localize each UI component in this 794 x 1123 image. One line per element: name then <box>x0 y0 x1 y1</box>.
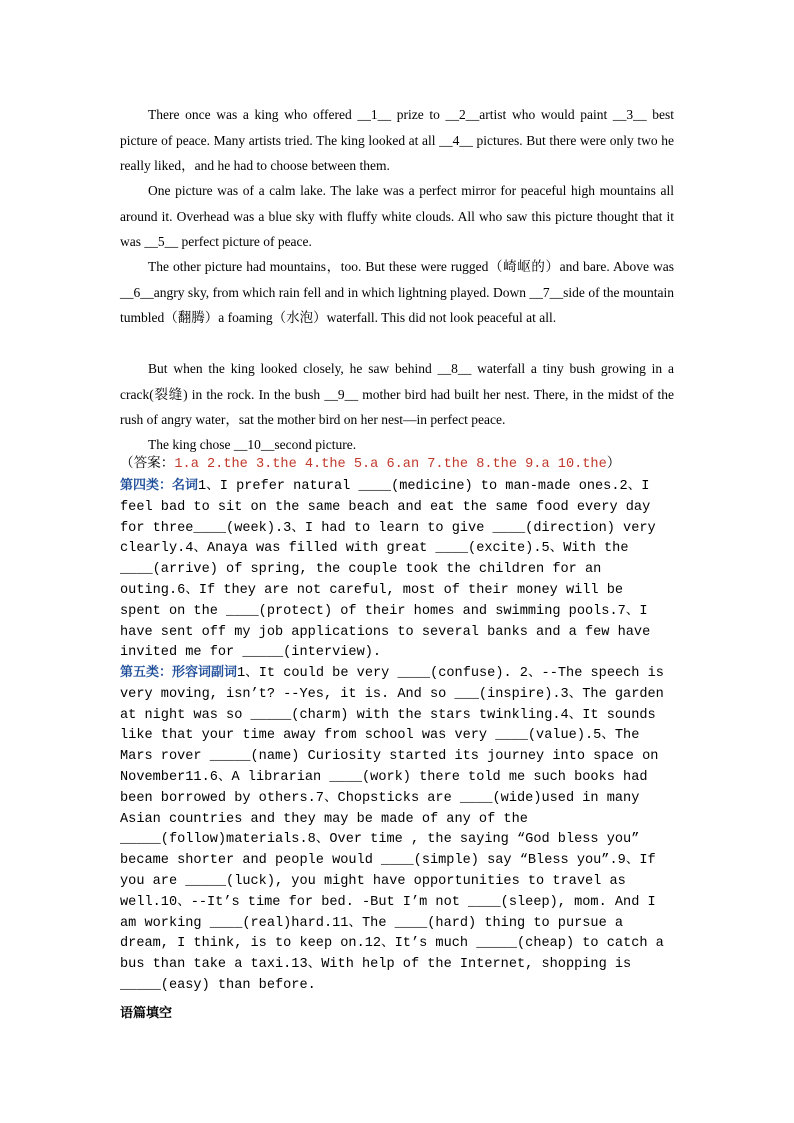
section-nouns <box>120 476 665 664</box>
passage-paragraph-3 <box>120 254 674 331</box>
passage-paragraph-1 <box>120 102 674 179</box>
section-title-cloze: 语篇填空 <box>120 1006 173 1021</box>
passage-text: The other picture had mountains，too. But these were rugged（崎岖的）and bare. Above was __6__angry sky, from which rain fell and in which lightning played. Down __7__side of the mountain tumbled（翻腾）a foaming（水泡）waterfall. This did not look peaceful at all. <box>120 259 674 325</box>
section-body: 1、I prefer natural ____(medicine) to man-made ones.2、I feel bad to sit on the same beach and eat the same food every day for three____(week).3、I had to learn to give ____(direction) very clearly.4、Anaya was filled with great ____(excite).5、With the ____(arrive) of spring, the couple took the children for an outing.6、If they are not careful, most of their money will be spent on the ____(protect) of their homes and swimming pools.7、I have sent off my job applications to several banks and a few have invited me for _____(interview). <box>120 479 656 661</box>
answer-suffix: ） <box>606 457 621 472</box>
passage-paragraph-5 <box>120 432 674 458</box>
passage-text: One picture was of a calm lake. The lake was a perfect mirror for peaceful high mountains all around it. Overhead was a blue sky with fluffy white clouds. All who saw this picture thought that it was __5__ perfect picture of peace. <box>120 183 674 249</box>
answer-key <box>120 455 680 475</box>
passage-text: There once was a king who offered __1__ prize to __2__artist who would paint __3__ best picture of peace. Many artists tried. The king looked at all __4__ pictures. But there were only two he really liked，and he had to choose between them. <box>120 107 674 173</box>
answer-values: 1.a 2.the 3.the 4.the 5.a 6.an 7.the 8.the 9.a 10.the <box>174 457 607 472</box>
section-body: 1、It could be very ____(confuse). 2、--The speech is very moving, isn’t? --Yes, it is. And so ___(inspire).3、The garden at night was so _____(charm) with the stars twinkling.4、It sounds like that your time away from school was very ____(value).5、The Mars rover _____(name) Curiosity started its journey into space on November11.6、A librarian ____(work) there told me such books had been borrowed by others.7、Chopsticks are ____(wide)used in many Asian countries and they may be made of any of the _____(follow)materials.8、Over time , the saying “God bless you” became shorter and people would ____(simple) say “Bless you”.9、If you are _____(luck), you might have opportunities to travel as well.10、--It’s time for bed. -But I’m not ____(sleep), mom. And I am working ____(real)hard.11、The ____(hard) thing to pursue a dream, I think, is to keep on.12、It’s much _____(cheap) to catch a bus than take a taxi.13、With help of the Internet, shopping is _____(easy) than before. <box>120 666 664 993</box>
passage-paragraph-2 <box>120 178 674 255</box>
section-heading: 第五类：形容词副词 <box>120 665 238 680</box>
passage-text: But when the king looked closely, he saw behind __8__ waterfall a tiny bush growing in a crack(裂缝) in the rock. In the bush __9__ mother bird had built her nest. There, in the midst of the rush of angry water，sat the mother bird on her nest—in perfect peace. <box>120 361 674 427</box>
section-adjectives-adverbs <box>120 663 665 997</box>
answer-prefix: （答案： <box>120 457 175 472</box>
section-heading: 第四类：名词 <box>120 478 199 493</box>
passage-paragraph-4 <box>120 356 674 433</box>
passage-text: The king chose __10__second picture. <box>148 437 357 452</box>
